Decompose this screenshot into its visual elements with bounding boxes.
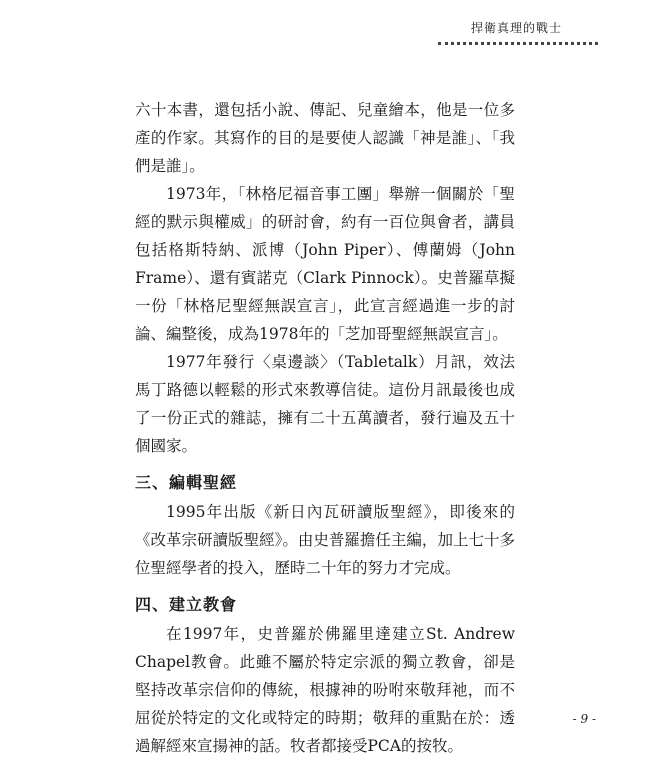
section-3-paragraph: 1995年出版《新日內瓦研讀版聖經》，即後來的《改革宗研讀版聖經》。由史普羅擔任主編，加上七十多位聖經學者的投入，歷時二十年的努力才完成。: [135, 503, 515, 577]
header-dotted-rule: [438, 42, 598, 45]
section-4-paragraph: 在1997年，史普羅於佛羅里達建立St. Andrew Chapel教會。此雖不屬於特定宗派的獨立教會，卻是堅持改革宗信仰的傳統，根據神的吩咐來敬拜祂，而不屈從於特定的文化或特定的時期；敬拜的重點在於：透過解經來宣揚神的話。牧者都接受PCA的按牧。: [135, 625, 515, 755]
body-text: [135, 96, 515, 760]
paragraph-continued: 六十本書，還包括小說、傳記、兒童繪本，他是一位多產的作家。其寫作的目的是要使人認識「神是誰」、「我們是誰」。: [135, 101, 515, 175]
paragraph-1973: 1973年，「林格尼福音事工團」舉辦一個關於「聖經的默示與權威」的研討會，約有一百位與會者，講員包括格斯特納、派博（John Piper）、傅蘭姆（John Frame）、還有賓諾克（Clark Pinnock）。史普羅草擬一份「林格尼聖經無誤宣言」，此宣言經過進一步的討論、編整後，成為1978年的「芝加哥聖經無誤宣言」。: [135, 185, 515, 343]
running-head: 捍衛真理的戰士: [470, 21, 562, 35]
section-heading-3: 三、編輯聖經: [135, 473, 238, 492]
page-number: - 9 -: [572, 712, 596, 726]
paragraph-1977: 1977年發行〈桌邊談〉（Tabletalk）月訊，效法馬丁路德以輕鬆的形式來教導信徒。這份月訊最後也成了一份正式的雜誌，擁有二十五萬讀者，發行遍及五十個國家。: [135, 353, 515, 455]
section-heading-4: 四、建立教會: [135, 595, 238, 614]
